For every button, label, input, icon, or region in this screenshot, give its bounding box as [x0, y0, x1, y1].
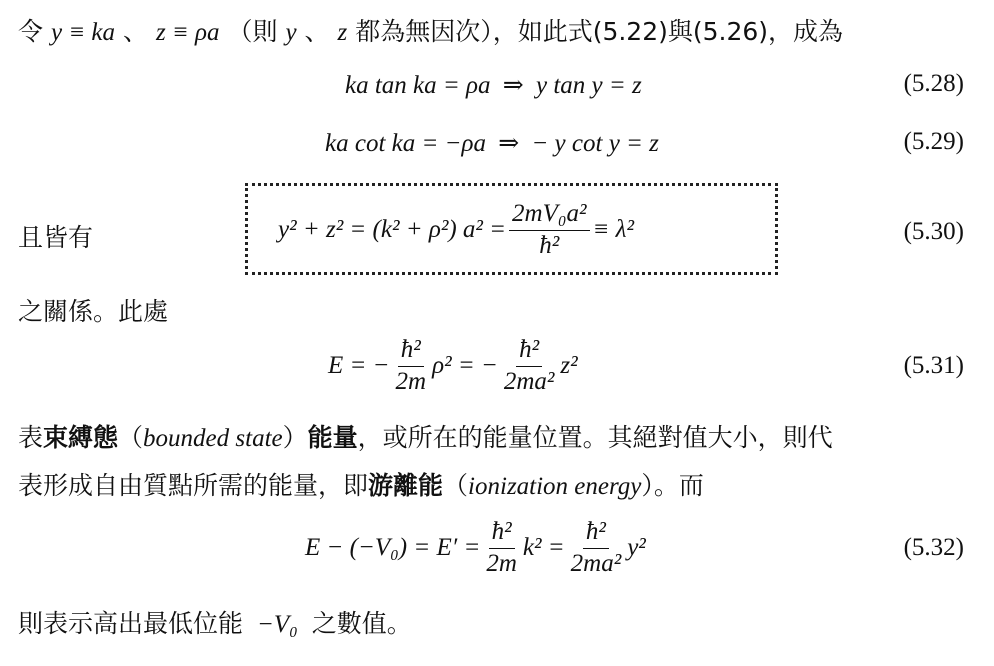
eq-middle: ρ² = −: [432, 352, 498, 379]
implies-arrow: ⇒: [502, 72, 524, 99]
var-y: y: [285, 19, 297, 46]
eq-rhs: ≡ λ²: [592, 216, 634, 243]
eq-tail: z²: [560, 352, 578, 379]
equation-5-32: [305, 510, 646, 586]
text-paren-open: （則: [227, 17, 278, 46]
equation-number: (5.32): [903, 534, 964, 561]
text: 則表示高出最低位能: [18, 609, 244, 638]
english-term: bounded state: [143, 425, 283, 452]
equation-5-31: [328, 328, 578, 404]
eq-lhs: ka tan ka = ρa: [345, 72, 491, 99]
term-bound-state: 束縛態: [43, 423, 119, 452]
text: 表: [18, 423, 44, 452]
equation-5-30: [278, 192, 634, 268]
text-dimensionless-note: 都為無因次），如此式(5.22)與(5.26)，成為: [355, 17, 844, 46]
text: （: [443, 471, 469, 500]
english-term: ionization energy: [468, 473, 642, 500]
text: ，或所在的能量位置。其絕對值大小，則代: [357, 423, 833, 452]
separator: 、: [304, 17, 330, 46]
text: ）: [282, 423, 308, 452]
fraction: [501, 337, 558, 395]
eq-middle: k² =: [522, 534, 565, 561]
fraction-numerator: ħ²: [489, 519, 515, 548]
equation-number: (5.30): [903, 218, 964, 245]
text: （: [118, 423, 144, 452]
fraction-numerator: ħ²: [398, 337, 424, 366]
equation-number: (5.29): [903, 128, 964, 155]
negative-v0: −V₀: [256, 611, 298, 638]
separator: 、: [122, 17, 148, 46]
closing-line: [18, 604, 412, 640]
text: ）。而: [641, 471, 704, 500]
fraction-numerator: ħ²: [516, 337, 542, 366]
equation-number: (5.31): [903, 352, 964, 379]
fraction: [393, 337, 430, 395]
fraction-denominator: 2m: [486, 549, 517, 577]
eq-lhs: E = −: [328, 352, 390, 379]
text: 之數值。: [311, 609, 412, 638]
equation-number: (5.28): [903, 70, 964, 97]
y-definition: y ≡ ka: [50, 19, 116, 46]
text: 表形成自由質點所需的能量，即: [18, 471, 369, 500]
eq-tail: y²: [627, 534, 646, 561]
fraction: [509, 201, 590, 259]
fraction-denominator: 2ma²: [570, 549, 622, 577]
var-z: z: [337, 19, 348, 46]
z-definition: z ≡ ρa: [155, 19, 220, 46]
label-all-have: 且皆有: [18, 223, 94, 252]
equation-5-29: [325, 128, 659, 158]
term-energy: 能量: [307, 423, 358, 452]
eq-lhs: ka cot ka = −ρa: [325, 130, 486, 157]
eq-rhs: y tan y = z: [535, 72, 642, 99]
relation-line: 之關係。此處: [18, 297, 169, 326]
paragraph-line-2: [18, 466, 704, 502]
fraction-denominator: 2m: [395, 367, 427, 395]
fraction: [568, 519, 625, 577]
implies-arrow: ⇒: [498, 130, 520, 157]
fraction-denominator: ħ²: [539, 231, 560, 259]
equation-5-28: [345, 70, 642, 100]
eq-lhs: y² + z² = (k² + ρ²) a² =: [278, 216, 507, 243]
eq-rhs: − y cot y = z: [531, 130, 659, 157]
eq-lhs: E − (−V₀) = E′ =: [305, 534, 481, 561]
fraction-denominator: 2ma²: [503, 367, 555, 395]
text-prefix: 令: [18, 17, 44, 46]
term-ionization-energy: 游離能: [368, 471, 444, 500]
fraction-numerator: ħ²: [583, 519, 609, 548]
fraction: [483, 519, 520, 577]
intro-line: [18, 12, 843, 48]
paragraph-line-1: [18, 418, 833, 454]
fraction-numerator: 2mV₀a²: [509, 201, 590, 230]
